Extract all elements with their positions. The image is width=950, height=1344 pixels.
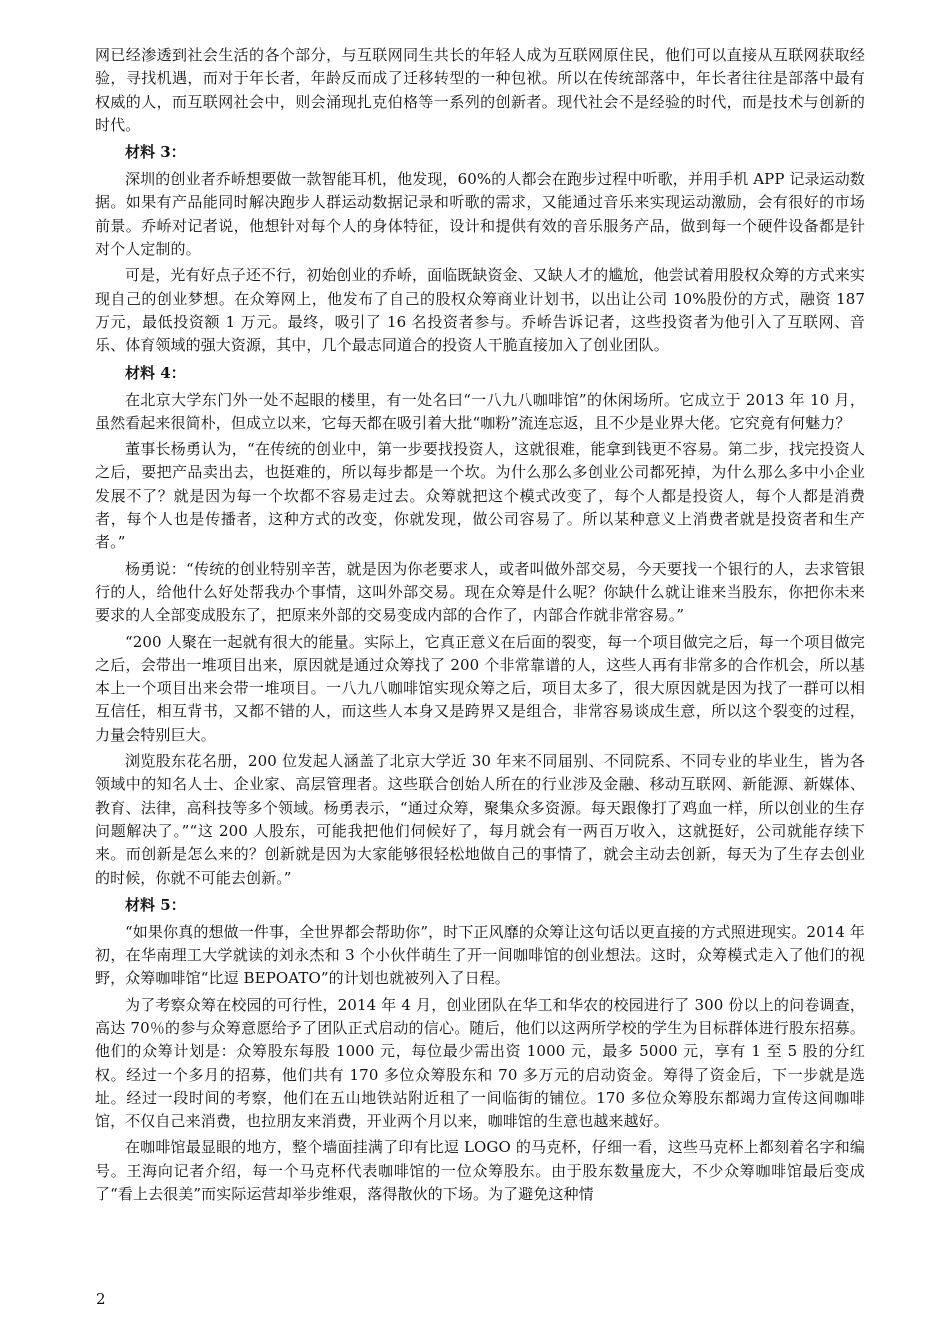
- material5-paragraph-2: 为了考察众筹在校园的可行性，2014 年 4 月，创业团队在华工和华农的校园进行了 300 份以上的问卷调查，高达 70％的参与众筹意愿给予了团队正式启动的信心。随后，他们以这两所学校的学生为目标群体进行股东招募。他们的众筹计划是：众筹股东每股 1000 元，每位最少需出资 1000 元，最多 5000 元，享有 1 至 5 股的分红权。经过一个多月的招募，他们共有 170 多位众筹股东和 70 多万元的启动资金。筹得了资金后，下一步就是选址。经过一段时间的考察，他们在五山地铁站附近租了一间临街的铺位。170 多位众筹股东都竭力宣传这间咖啡馆，不仅自己来消费，也拉朋友来消费，开业两个月以来，咖啡馆的生意也越来越好。: [95, 995, 865, 1131]
- material5-heading: 材料 5：: [125, 895, 186, 914]
- material4-paragraph-1: 在北京大学东门外一处不起眼的楼里，有一处名曰“一八九八咖啡馆”的休闲场所。它成立于 2013 年 10 月，虽然看起来很简朴，但成立以来，它每天都在吸引着大批“咖粉”流连忘返，且不少是业界大佬。它究竟有何魅力？: [95, 390, 865, 432]
- document-page: [95, 44, 865, 1209]
- material4-paragraph-5: 浏览股东花名册，200 位发起人涵盖了北京大学近 30 年来不同届别、不同院系、不同专业的毕业生，皆为各领域中的知名人士、企业家、高层管理者。这些联合创始人所在的行业涉及金融、移动互联网、新能源、新媒体、教育、法律，高科技等多个领域。杨勇表示，“通过众筹，聚集众多资源。每天跟像打了鸡血一样，所以创业的生存问题解决了。”“这 200 人股东，可能我把他们伺候好了，每月就会有一两百万收入，这就挺好，公司就能存续下来。而创新是怎么来的？创新就是因为大家能够很轻松地做自己的事情了，就会主动去创新，每天为了生存去创业的时候，你就不可能去创新。”: [95, 752, 865, 887]
- material4-paragraph-2: 董事长杨勇认为，“在传统的创业中，第一步要找投资人，这就很难，能拿到钱更不容易。第二步，找完投资人之后，要把产品卖出去，也挺难的，所以每步都是一个坎。为什么那么多创业公司都死掉，为什么那么多中小企业发展不了？就是因为每一个坎都不容易走过去。众筹就把这个模式改变了，每个人都是投资人，每个人都是消费者，每个人也是传播者，这种方式的改变，你就发现，做公司容易了。所以某种意义上消费者就是投资者和生产者。”: [95, 440, 865, 552]
- material3-heading: 材料 3：: [125, 143, 186, 162]
- material4-paragraph-4: “200 人聚在一起就有很大的能量。实际上，它真正意义在后面的裂变，每一个项目做完之后，每一个项目做完之后，会带出一堆项目出来，原因就是通过众筹找了 200 个非常靠谱的人，这些人再有非常多的合作机会，所以基本上一个项目出来会带一堆项目。一八九八咖啡馆实现众筹之后，项目太多了，很大原因就是因为找了一群可以相互信任，相互背书，又都不错的人，而这些人本身又是跨界又是组合，非常容易谈成生意，所以这个裂变的过程，力量会特别巨大。: [95, 632, 865, 744]
- material5-paragraph-3: 在咖啡馆最显眼的地方，整个墙面挂满了印有比逗 LOGO 的马克杯，仔细一看，这些马克杯上都刻着名字和编号。王海向记者介绍，每一个马克杯代表咖啡馆的一位众筹股东。由于股东数量庞大，不少众筹咖啡馆最后变成了“看上去很美”而实际运营却举步维艰，落得散伙的下场。为了避免这种情: [95, 1138, 865, 1204]
- material3-paragraph-2: 可是，光有好点子还不行，初始创业的乔峤，面临既缺资金、又缺人才的尴尬，他尝试着用股权众筹的方式来实现自己的创业梦想。在众筹网上，他发布了自己的股权众筹商业计划书，以出让公司 10%股份的方式，融资 187 万元，最低投资额 1 万元。最终，吸引了 16 名投资者参与。乔峤告诉记者，这些投资者为他引入了互联网、音乐、体育领域的强大资源，其中，几个最志同道合的投资人干脆直接加入了创业团队。: [95, 266, 865, 355]
- material4-paragraph-3: 杨勇说：“传统的创业特别辛苦，就是因为你老要求人，或者叫做外部交易，今天要找一个银行的人，去求管银行的人，给他什么好处帮我办个事情，这叫外部交易。现在众筹是什么呢？你缺什么就让谁来当股东，你把你未来要求的人全部变成股东了，把原来外部的交易变成内部的合作了，内部合作就非常容易。”: [95, 559, 865, 625]
- page-number: 2: [96, 1290, 106, 1308]
- material3-paragraph-1: 深圳的创业者乔峤想要做一款智能耳机，他发现，60%的人都会在跑步过程中听歌，并用手机 APP 记录运动数据。如果有产品能同时解决跑步人群运动数据记录和听歌的需求，又能通过音乐来实现运动激励，会有很好的市场前景。乔峤对记者说，他想针对每个人的身体特征，设计和提供有效的音乐服务产品，做到每一个硬件设备都是针对个人定制的。: [95, 170, 865, 259]
- material4-heading: 材料 4：: [125, 363, 186, 382]
- opening-paragraph: 网已经渗透到社会生活的各个部分，与互联网同生共长的年轻人成为互联网原住民，他们可以直接从互联网获取经验，寻找机遇，而对于年长者，年龄反而成了迁移转型的一种包袱。所以在传统部落中，年长者往往是部落中最有权威的人，而互联网社会中，则会涌现扎克伯格等一系列的创新者。现代社会不是经验的时代，而是技术与创新的时代。: [95, 46, 865, 134]
- material5-paragraph-1: “如果你真的想做一件事，全世界都会帮助你”，时下正风靡的众筹让这句话以更直接的方式照进现实。2014 年初，在华南理工大学就读的刘永杰和 3 个小伙伴萌生了开一间咖啡馆的创业想法。这时，众筹模式走入了他们的视野，众筹咖啡馆“比逗 BEPOATO”的计划也就被列入了日程。: [95, 922, 865, 988]
